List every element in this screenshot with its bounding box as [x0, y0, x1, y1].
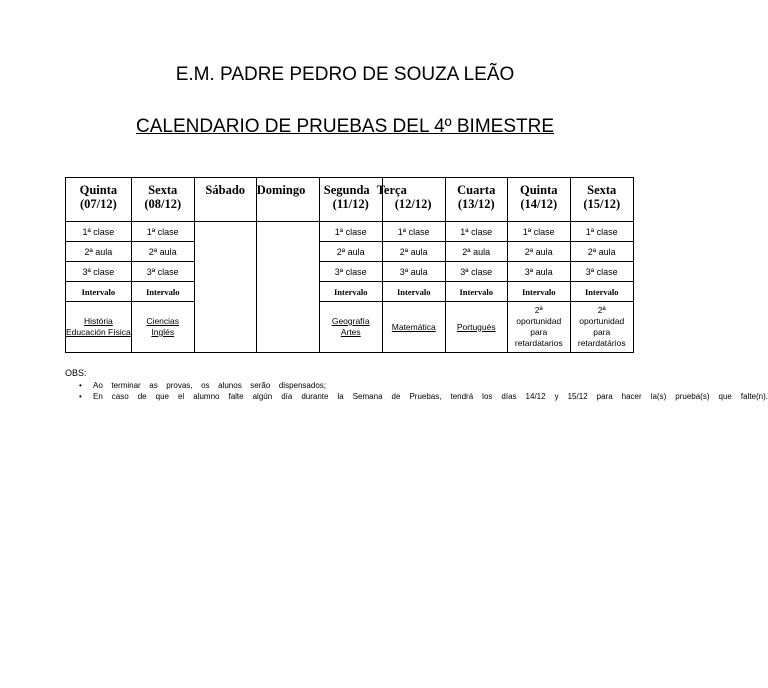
table-cell: 3ª clase	[445, 262, 507, 282]
table-cell: 3ª clase	[319, 262, 382, 282]
day-header: Sexta (08/12)	[131, 178, 194, 222]
subject-cell: 2ª oportunidad para retardatarios	[507, 302, 570, 353]
notes-label: OBS:	[65, 368, 87, 378]
day-header: Quinta (07/12)	[66, 178, 132, 222]
day-header: Sexta (15/12)	[570, 178, 633, 222]
exam-schedule-table	[65, 177, 634, 353]
table-cell: 1ª clase	[66, 222, 132, 242]
table-cell: 3ª clase	[131, 262, 194, 282]
day-header: Terça (12/12)	[382, 178, 445, 222]
subjects-row	[66, 302, 634, 353]
day-header: Segunda (11/12)	[319, 178, 382, 222]
table-cell: 1ª clase	[131, 222, 194, 242]
subject-cell: Portugués	[445, 302, 507, 353]
table-row	[66, 242, 634, 262]
interval-row	[66, 282, 634, 302]
subject-cell: História Educación Física	[66, 302, 132, 353]
table-row	[66, 222, 634, 242]
subject-cell: Matemática	[382, 302, 445, 353]
school-name: E.M. PADRE PEDRO DE SOUZA LEÃO	[175, 64, 515, 85]
table-cell: 1ª clase	[319, 222, 382, 242]
table-cell: 3ª aula	[382, 262, 445, 282]
day-header: Cuarta (13/12)	[445, 178, 507, 222]
subject-cell: 2ª oportunidad para retardatários	[570, 302, 633, 353]
subject-cell: Geografía Artes	[319, 302, 382, 353]
table-cell: 1ª clase	[445, 222, 507, 242]
interval-cell: Intervalo	[319, 282, 382, 302]
day-header: Domingo	[256, 178, 319, 222]
interval-cell: Intervalo	[570, 282, 633, 302]
table-cell: 2ª aula	[507, 242, 570, 262]
note-item: • Ao terminar as provas, os alunos serão dispensados;	[65, 380, 326, 391]
table-cell: 2ª aula	[382, 242, 445, 262]
table-cell: 2ª aula	[445, 242, 507, 262]
table-cell: 3ª clase	[570, 262, 633, 282]
notes-list	[65, 380, 768, 402]
table-cell: 3ª aula	[507, 262, 570, 282]
interval-cell: Intervalo	[131, 282, 194, 302]
table-cell: 2ª aula	[66, 242, 132, 262]
interval-cell: Intervalo	[507, 282, 570, 302]
interval-cell: Intervalo	[445, 282, 507, 302]
subject-cell: Ciencias Inglés	[131, 302, 194, 353]
table-cell: 2ª aula	[570, 242, 633, 262]
table-cell: 2ª aula	[319, 242, 382, 262]
table-cell: 1ª clase	[507, 222, 570, 242]
table-cell: 2ª aula	[131, 242, 194, 262]
table-row	[66, 262, 634, 282]
calendar-title: CALENDARIO DE PRUEBAS DEL 4º BIMESTRE	[135, 116, 554, 137]
day-header: Quinta (14/12)	[507, 178, 570, 222]
interval-cell: Intervalo	[382, 282, 445, 302]
table-cell: 1ª clase	[570, 222, 633, 242]
interval-cell: Intervalo	[66, 282, 132, 302]
table-cell: 1ª clase	[382, 222, 445, 242]
saturday-empty-cell	[194, 222, 256, 353]
note-item: • En caso de que el alumno falte algún día durante la Semana de Pruebas, tendrá los días 14/12 y 15/12 para hacer la(s) prueba(s) que falte(n).	[65, 391, 768, 402]
header-row	[66, 178, 634, 222]
day-header: Sábado	[194, 178, 256, 222]
table-cell: 3ª clase	[66, 262, 132, 282]
sunday-empty-cell	[256, 222, 319, 353]
